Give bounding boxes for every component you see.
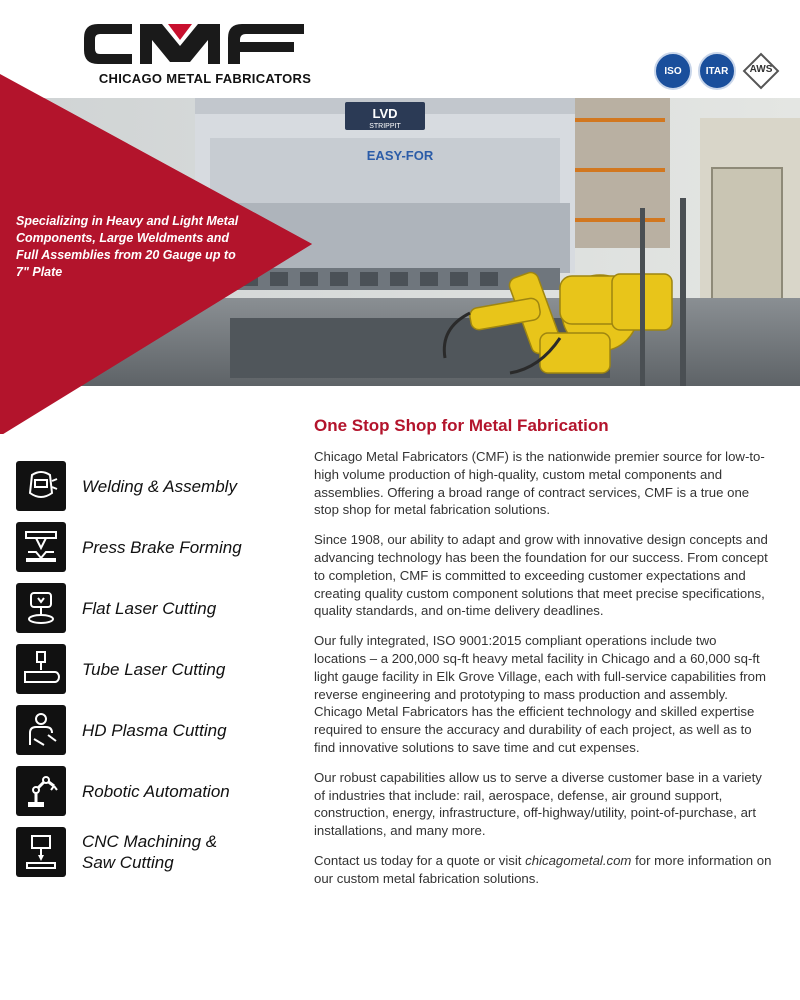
- paragraph-intro: Chicago Metal Fabricators (CMF) is the nationwide premier source for low-to-high volume production of high-quality, custom metal components and assemblies. Offering a broad range of contract services, CMF is a true one stop shop for metal fabrication solutions.: [314, 449, 765, 518]
- contact-suffix: for more information on our custom metal fabrication solutions.: [314, 852, 772, 886]
- website-link[interactable]: chicagometal.com: [525, 852, 632, 868]
- welding-helmet-icon: [16, 461, 66, 511]
- service-item-flat-laser: [16, 582, 266, 634]
- itar-badge-icon: [698, 52, 736, 90]
- cmf-logo-mark: [80, 18, 330, 70]
- service-label-cnc-line2: Saw Cutting: [82, 853, 174, 872]
- paragraph-history: Since 1908, our ability to adapt and grow with innovative design concepts and advancing technology has been the foundation for our success. From concept to completion, CMF is committed to exceeding customer expectations and creating quality custom component solutions that meet precise specifications, quality standards, and on-time delivery deadlines.: [314, 532, 768, 619]
- service-label-plasma: HD Plasma Cutting: [82, 720, 227, 740]
- main-content: [314, 416, 772, 900]
- logo-subtitle: CHICAGO METAL FABRICATORS: [98, 71, 312, 86]
- service-item-press-brake: [16, 521, 266, 573]
- contact-prefix: Contact us today for a quote or visit: [314, 852, 526, 868]
- aws-badge-icon: [742, 52, 780, 90]
- aws-badge-label: AWS: [749, 64, 773, 75]
- service-label-press-brake: Press Brake Forming: [82, 537, 242, 557]
- press-brake-icon: [16, 522, 66, 572]
- service-item-cnc: [16, 826, 266, 878]
- cnc-machining-icon: [16, 827, 66, 877]
- paragraph-contact: [314, 852, 772, 888]
- machine-name-text: EASY-FOR: [366, 148, 434, 163]
- service-label-cnc-line1: CNC Machining &: [82, 832, 218, 851]
- service-item-welding: [16, 460, 266, 512]
- service-item-robotic: [16, 765, 266, 817]
- paragraph-industries: Our robust capabilities allow us to serve a diverse customer base in a variety of industries that include: rail, aerospace, defense, air ground support, construction, energy, infrastructure, off-highway/utility, point-of-purchase, art installations, and many more.: [314, 769, 762, 839]
- machine-brand-text: LVD: [372, 106, 398, 121]
- itar-badge-label: ITAR: [705, 65, 729, 77]
- services-list: [16, 460, 266, 887]
- service-label-welding: Welding & Assembly: [82, 476, 237, 496]
- robot-arm-icon: [16, 766, 66, 816]
- paragraph-operations: Our fully integrated, ISO 9001:2015 compliant operations include two locations – a 200,000 sq-ft heavy metal facility in Chicago and a 60,000 sq-ft light gauge facility in Elk Grove Village, each with full-service capabilities from reverse engineering and prototyping to mass production and assembly. Chicago Metal Fabricators has the efficient technology and skilled expertise required to ensure the accuracy and durability of each project, as well as to find innovative solutions to save time and cut expenses.: [314, 633, 767, 755]
- service-item-tube-laser: [16, 643, 266, 695]
- tube-laser-icon: [16, 644, 66, 694]
- flat-laser-icon: [16, 583, 66, 633]
- service-label-flat-laser: Flat Laser Cutting: [82, 598, 217, 618]
- iso-badge-icon: [654, 52, 692, 90]
- certification-badges: [654, 52, 780, 90]
- service-item-plasma: [16, 704, 266, 756]
- hero-tagline: Specializing in Heavy and Light Metal Components, Large Weldments and Full Assemblies from 20 Gauge up to 7" Plate: [16, 214, 239, 279]
- iso-badge-label: ISO: [664, 65, 682, 77]
- service-label-cnc: [82, 831, 217, 873]
- service-label-tube-laser: Tube Laser Cutting: [82, 659, 226, 679]
- main-heading: One Stop Shop for Metal Fabrication: [314, 416, 609, 435]
- machine-model-text: STRIPPIT: [369, 123, 401, 130]
- plasma-cutting-icon: [16, 705, 66, 755]
- service-label-robotic: Robotic Automation: [82, 781, 230, 801]
